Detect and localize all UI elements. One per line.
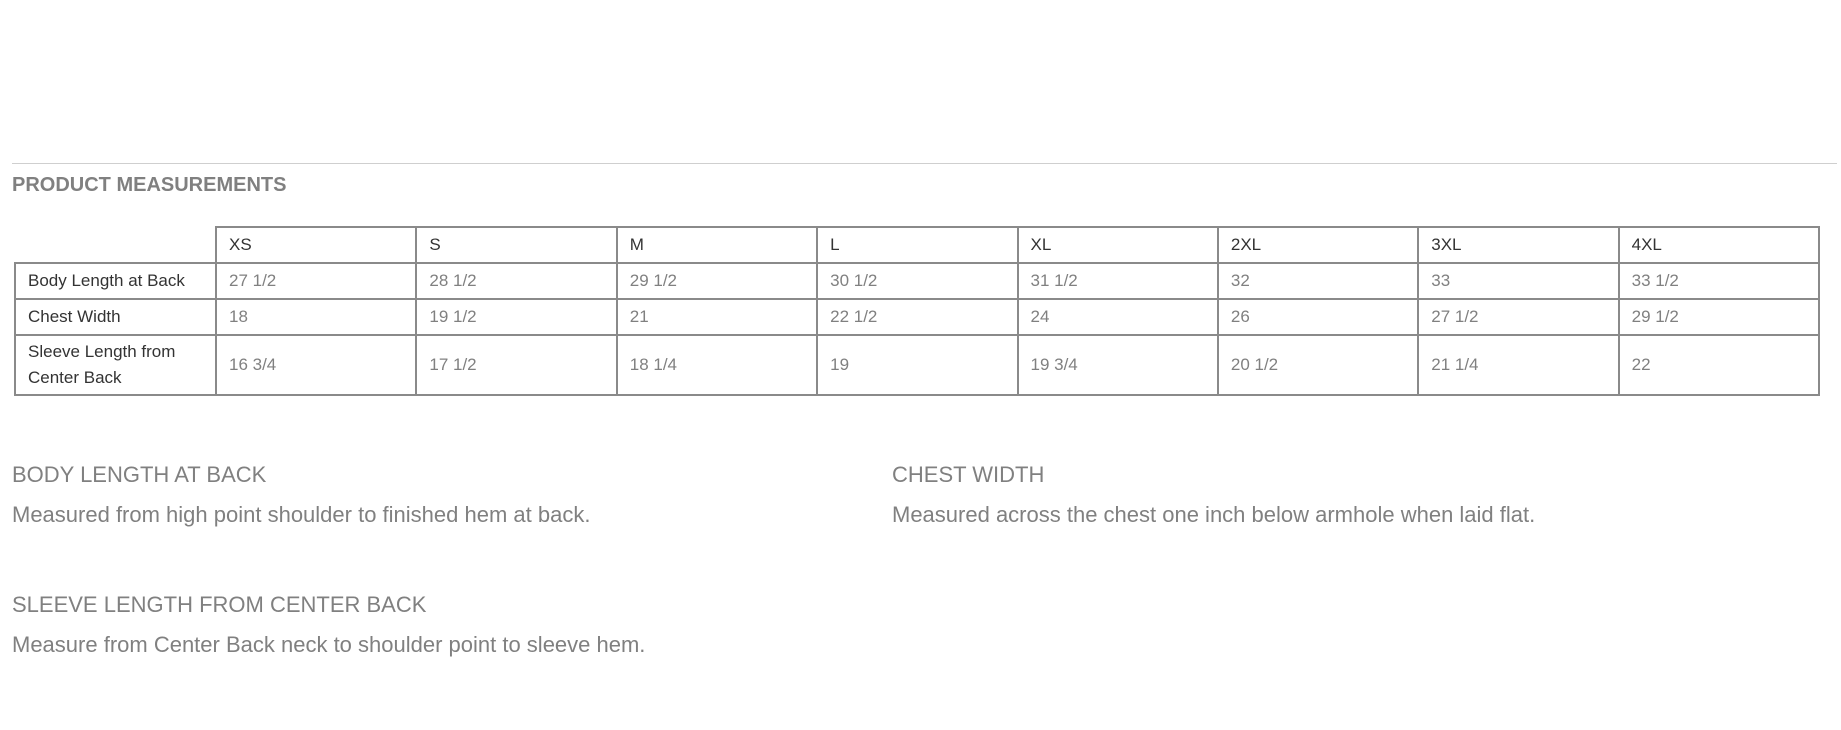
size-header: 4XL xyxy=(1619,227,1819,263)
table-cell: 32 xyxy=(1218,263,1418,299)
size-header: 2XL xyxy=(1218,227,1418,263)
table-cell: 17 1/2 xyxy=(416,335,616,395)
table-cell: 19 xyxy=(817,335,1017,395)
table-cell: 22 1/2 xyxy=(817,299,1017,335)
definition-text: Measured across the chest one inch below armhole when laid flat. xyxy=(892,502,1536,527)
size-header: M xyxy=(617,227,817,263)
table-cell: 19 1/2 xyxy=(416,299,616,335)
table-cell: 26 xyxy=(1218,299,1418,335)
table-cell: 27 1/2 xyxy=(1418,299,1618,335)
size-header: XS xyxy=(216,227,416,263)
table-cell: 28 1/2 xyxy=(416,263,616,299)
table-cell: 18 1/4 xyxy=(617,335,817,395)
size-header: L xyxy=(817,227,1017,263)
size-header: S xyxy=(416,227,616,263)
definition-sleeve-length xyxy=(12,592,645,658)
table-cell: 24 xyxy=(1018,299,1218,335)
definition-title: BODY LENGTH AT BACK xyxy=(12,462,267,487)
measurements-table xyxy=(14,226,1820,396)
table-cell: 22 xyxy=(1619,335,1819,395)
table-cell: 19 3/4 xyxy=(1018,335,1218,395)
definition-chest-width xyxy=(892,462,1535,528)
definition-text: Measured from high point shoulder to finished hem at back. xyxy=(12,502,591,527)
table-cell: 29 1/2 xyxy=(617,263,817,299)
size-header: 3XL xyxy=(1418,227,1618,263)
section-title: PRODUCT MEASUREMENTS xyxy=(12,174,287,196)
row-label: Body Length at Back xyxy=(15,263,216,299)
table-cell: 21 1/4 xyxy=(1418,335,1618,395)
table-header-row xyxy=(15,227,1819,263)
table-cell: 16 3/4 xyxy=(216,335,416,395)
definition-body-length xyxy=(12,462,590,528)
table-cell: 20 1/2 xyxy=(1218,335,1418,395)
table-cell: 29 1/2 xyxy=(1619,299,1819,335)
table-row xyxy=(15,299,1819,335)
table-row xyxy=(15,335,1819,395)
row-label: Sleeve Length from Center Back xyxy=(15,335,216,395)
definition-title: SLEEVE LENGTH FROM CENTER BACK xyxy=(12,592,427,617)
table-corner-cell xyxy=(15,227,216,263)
table-cell: 30 1/2 xyxy=(817,263,1017,299)
table-cell: 27 1/2 xyxy=(216,263,416,299)
size-header: XL xyxy=(1018,227,1218,263)
row-label: Chest Width xyxy=(15,299,216,335)
definition-title: CHEST WIDTH xyxy=(892,462,1045,487)
section-divider xyxy=(12,163,1837,164)
table-cell: 33 1/2 xyxy=(1619,263,1819,299)
table-cell: 18 xyxy=(216,299,416,335)
definition-text: Measure from Center Back neck to shoulder point to sleeve hem. xyxy=(12,632,646,657)
table-cell: 31 1/2 xyxy=(1018,263,1218,299)
table-row xyxy=(15,263,1819,299)
table-cell: 21 xyxy=(617,299,817,335)
table-cell: 33 xyxy=(1418,263,1618,299)
